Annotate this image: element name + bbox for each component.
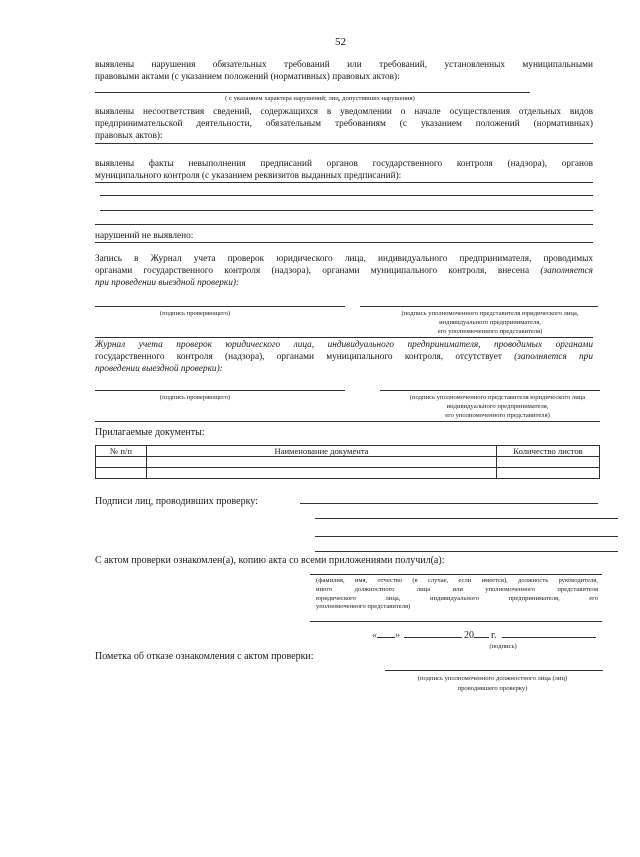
date-field — [372, 630, 596, 642]
s5-sig-right-caption-3: его уполномоченного представителя) — [437, 328, 543, 335]
s1-line1: выявлены нарушения обязательных требований или требований, установленных муниципальными — [95, 60, 593, 70]
date-quote-close: » — [395, 630, 400, 641]
s3-fill-line-1 — [95, 182, 593, 183]
s2-line3: правовых актов): — [95, 131, 163, 141]
s3-fill-line-4 — [95, 224, 593, 225]
table-header-row — [96, 446, 600, 457]
signature-line-3 — [315, 536, 618, 537]
table-row — [96, 468, 600, 479]
s2-line1: выявлены несоответствия сведений, содержащихся в уведомлении о начале осуществления отдельных видов — [95, 107, 593, 117]
s5-line2 — [95, 265, 593, 277]
refusal-caption-1: (подпись уполномоченного должностного лица (лиц) — [417, 675, 568, 682]
acquainted-bottom-line — [310, 621, 602, 622]
acquainted-text: С актом проверки ознакомлен(а), копию акта со всеми приложениями получил(а): — [95, 555, 445, 566]
s5-sig-line-left — [95, 306, 345, 307]
s6-line2-italic: (заполняется при — [514, 352, 593, 362]
s5-line3: при проведении выездной проверки): — [95, 278, 240, 288]
refusal-line — [385, 670, 603, 671]
acquainted-caption-3: юридического лица, индивидуального предпринимателя, его — [316, 594, 598, 602]
s3-fill-line-3 — [100, 210, 593, 211]
refusal-caption-2: проводившего проверку) — [457, 685, 528, 692]
s6-sig-line-left — [95, 390, 345, 391]
s5-sig-line-right — [360, 306, 598, 307]
s3-fill-line-2 — [100, 195, 593, 196]
attachments-table — [95, 445, 600, 479]
date-year-suffix: г. — [491, 630, 497, 641]
signature-line-2 — [315, 518, 618, 519]
page-number: 52 — [335, 36, 346, 48]
acquainted-caption-4: уполномоченного представителя) — [316, 603, 411, 611]
signatures-title: Подписи лиц, проводивших проверку: — [95, 496, 258, 507]
sign-caption: (подпись) — [489, 643, 517, 650]
s6-sig-right-caption-3: его уполномоченного представителя) — [445, 412, 550, 419]
date-day-blank[interactable] — [377, 637, 395, 638]
acquainted-caption-2: иного должностного лица или уполномоченного представителя — [316, 585, 598, 593]
s4-fill-line — [95, 242, 593, 243]
acquainted-name-line — [310, 574, 602, 575]
s6-sig-line-right — [380, 390, 600, 391]
date-year-blank[interactable] — [474, 637, 489, 638]
attachments-title: Прилагаемые документы: — [95, 427, 205, 438]
s6-sig-left-caption: (подпись проверяющего) — [159, 394, 231, 401]
refusal-text: Пометка об отказе ознакомления с актом проверки: — [95, 651, 314, 662]
s6-line3: проведении выездной проверки): — [95, 364, 223, 374]
s5-line1: Запись в Журнал учета проверок юридического лица, индивидуального предпринимателя, проводимых — [95, 254, 593, 264]
s5-sig-left-caption: (подпись проверяющего) — [159, 310, 231, 317]
date-month-blank[interactable] — [404, 637, 462, 638]
s6-sig-right-caption-2: индивидуального предпринимателя, — [446, 403, 549, 410]
date-sign-blank[interactable] — [502, 637, 596, 638]
s2-fill-line — [95, 143, 593, 144]
s6-divider — [95, 421, 600, 422]
s6-line2 — [95, 351, 593, 363]
table-row — [96, 457, 600, 468]
s6-line1: Журнал учета проверок юридического лица, индивидуального предпринимателя, проводимых органами — [95, 340, 593, 350]
col-no-header: № п/п — [96, 446, 147, 457]
date-quote-open: « — [372, 630, 377, 641]
signature-line-4 — [315, 551, 618, 552]
s1-caption: ( с указанием характера нарушений; лиц, допустивших нарушения) — [225, 95, 415, 102]
s5-divider — [95, 337, 593, 338]
date-year-prefix: 20 — [464, 630, 474, 641]
acquainted-caption-1: (фамилия, имя, отчество (в случае, если имеется), должность руководителя, — [316, 577, 598, 584]
s4-text: нарушений не выявлено: — [95, 231, 194, 241]
s1-fill-line — [95, 92, 530, 93]
s2-line2: предпринимательской деятельности, обязательным требованиям (с указанием положений (нормативных) — [95, 119, 593, 129]
s5-sig-right-caption-1: (подпись уполномоченного представителя юридического лица, — [401, 310, 579, 317]
s5-sig-right-caption-2: индивидуального предпринимателя, — [439, 319, 541, 326]
col-name-header: Наименование документа — [147, 446, 497, 457]
s5-line2-italic: (заполняется — [540, 266, 593, 276]
s3-line1: выявлены факты невыполнения предписаний органов государственного контроля (надзора), органов — [95, 159, 593, 169]
s3-line2: муниципального контроля (с указанием реквизитов выданных предписаний): — [95, 171, 402, 181]
s6-line2-normal: государственного контроля (надзора), органами муниципального контроля, отсутствует — [95, 352, 502, 362]
s1-line2: правовыми актами (с указанием положений (нормативных) правовых актов): — [95, 72, 400, 82]
acquainted-caption — [316, 577, 598, 612]
signature-line-1 — [300, 503, 598, 504]
s6-sig-right-caption-1: (подпись уполномоченного представителя юридического лица — [409, 394, 586, 401]
col-sheets-header: Количество листов — [497, 446, 600, 457]
s5-line2-normal: органами государственного контроля (надзора), органами муниципального контроля, внесена — [95, 266, 530, 276]
